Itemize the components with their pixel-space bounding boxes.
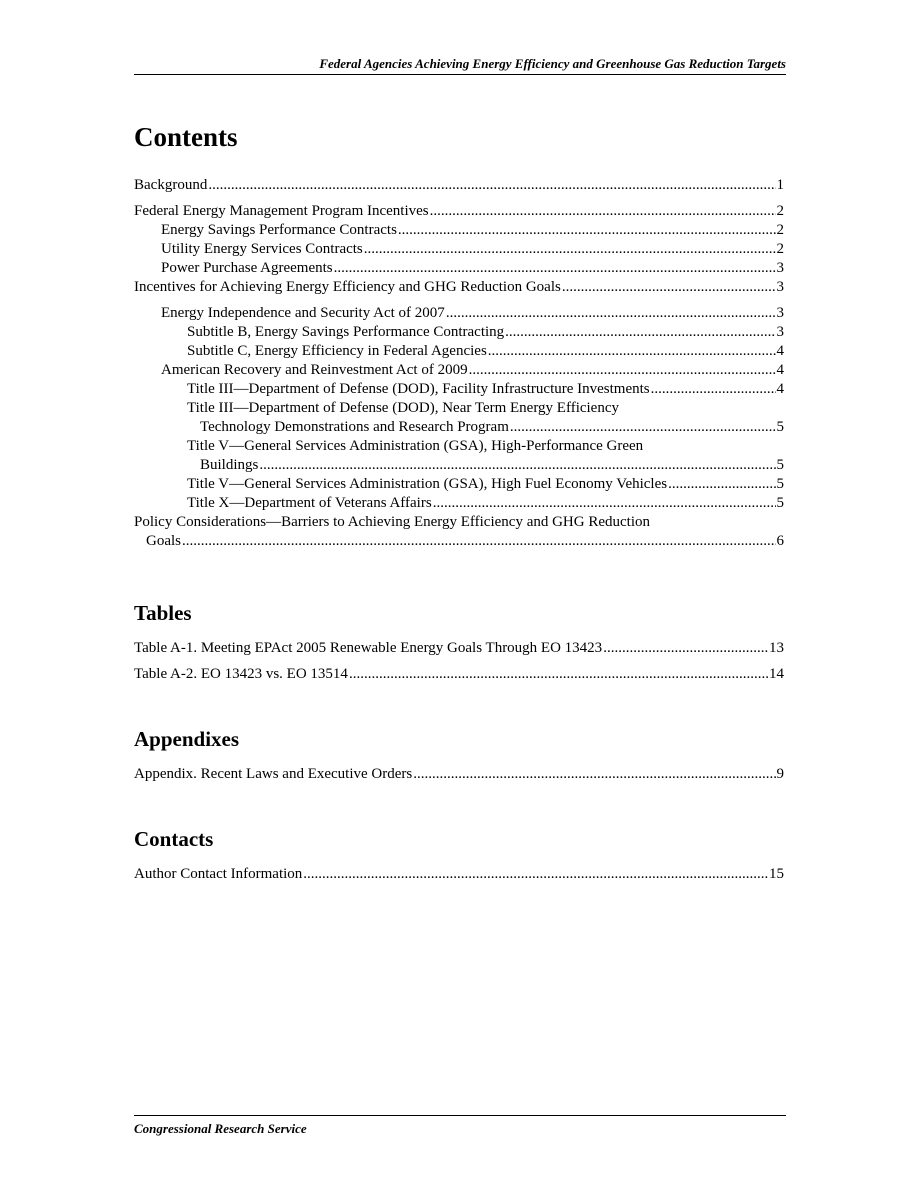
tables-heading: Tables — [134, 601, 192, 625]
toc-entry[interactable]: Incentives for Achieving Energy Efficiency and GHG Reduction Goals ..... 3 — [134, 278, 784, 297]
toc-entry[interactable]: Table A-1. Meeting EPAct 2005 Renewable Energy Goals Through EO 13423 ..... 13 — [134, 639, 784, 658]
toc-entry[interactable]: American Recovery and Reinvestment Act of 2009 ..... 4 — [134, 361, 784, 380]
appendixes-heading: Appendixes — [134, 727, 240, 751]
running-footer: Congressional Research Service — [134, 1115, 786, 1137]
tables-toc — [134, 639, 784, 684]
appendixes-toc — [134, 765, 784, 784]
contacts-toc — [134, 865, 784, 884]
contacts-heading: Contacts — [134, 827, 214, 851]
toc-entry[interactable]: Policy Considerations—Barriers to Achieving Energy Efficiency and GHG Reduction Goals ..... 6 — [134, 513, 784, 551]
toc-entry[interactable]: Table A-2. EO 13423 vs. EO 13514 ..... 14 — [134, 665, 784, 684]
toc-entry[interactable]: Subtitle C, Energy Efficiency in Federal Agencies ..... 4 — [134, 342, 784, 361]
toc-entry[interactable]: Utility Energy Services Contracts ..... 2 — [134, 240, 784, 259]
toc-entry[interactable]: Appendix. Recent Laws and Executive Orders ..... 9 — [134, 765, 784, 784]
running-header: Federal Agencies Achieving Energy Efficiency and Greenhouse Gas Reduction Targets — [134, 56, 786, 75]
contents-heading: Contents — [134, 122, 238, 152]
toc-entry[interactable]: Subtitle B, Energy Savings Performance Contracting ..... 3 — [134, 323, 784, 342]
toc-entry[interactable]: Author Contact Information ..... 15 — [134, 865, 784, 884]
toc-entry[interactable]: Background ..... 1 — [134, 176, 784, 195]
toc-entry[interactable]: Title X—Department of Veterans Affairs ..... 5 — [134, 494, 784, 513]
toc-entry[interactable]: Title III—Department of Defense (DOD), Near Term Energy Efficiency Technology Demonstrations and Research Program ..... 5 — [134, 399, 784, 437]
toc-entry[interactable]: Energy Savings Performance Contracts ..... 2 — [134, 221, 784, 240]
toc-entry[interactable]: Title III—Department of Defense (DOD), Facility Infrastructure Investments ..... 4 — [134, 380, 784, 399]
toc-entry[interactable]: Title V—General Services Administration (GSA), High-Performance Green Buildings ..... 5 — [134, 437, 784, 475]
toc-entry[interactable]: Title V—General Services Administration (GSA), High Fuel Economy Vehicles ..... 5 — [134, 475, 784, 494]
toc-entry[interactable]: Power Purchase Agreements ..... 3 — [134, 259, 784, 278]
contents-toc — [134, 176, 784, 551]
toc-entry[interactable]: Energy Independence and Security Act of 2007 ..... 3 — [134, 304, 784, 323]
toc-entry[interactable]: Federal Energy Management Program Incentives ..... 2 — [134, 202, 784, 221]
